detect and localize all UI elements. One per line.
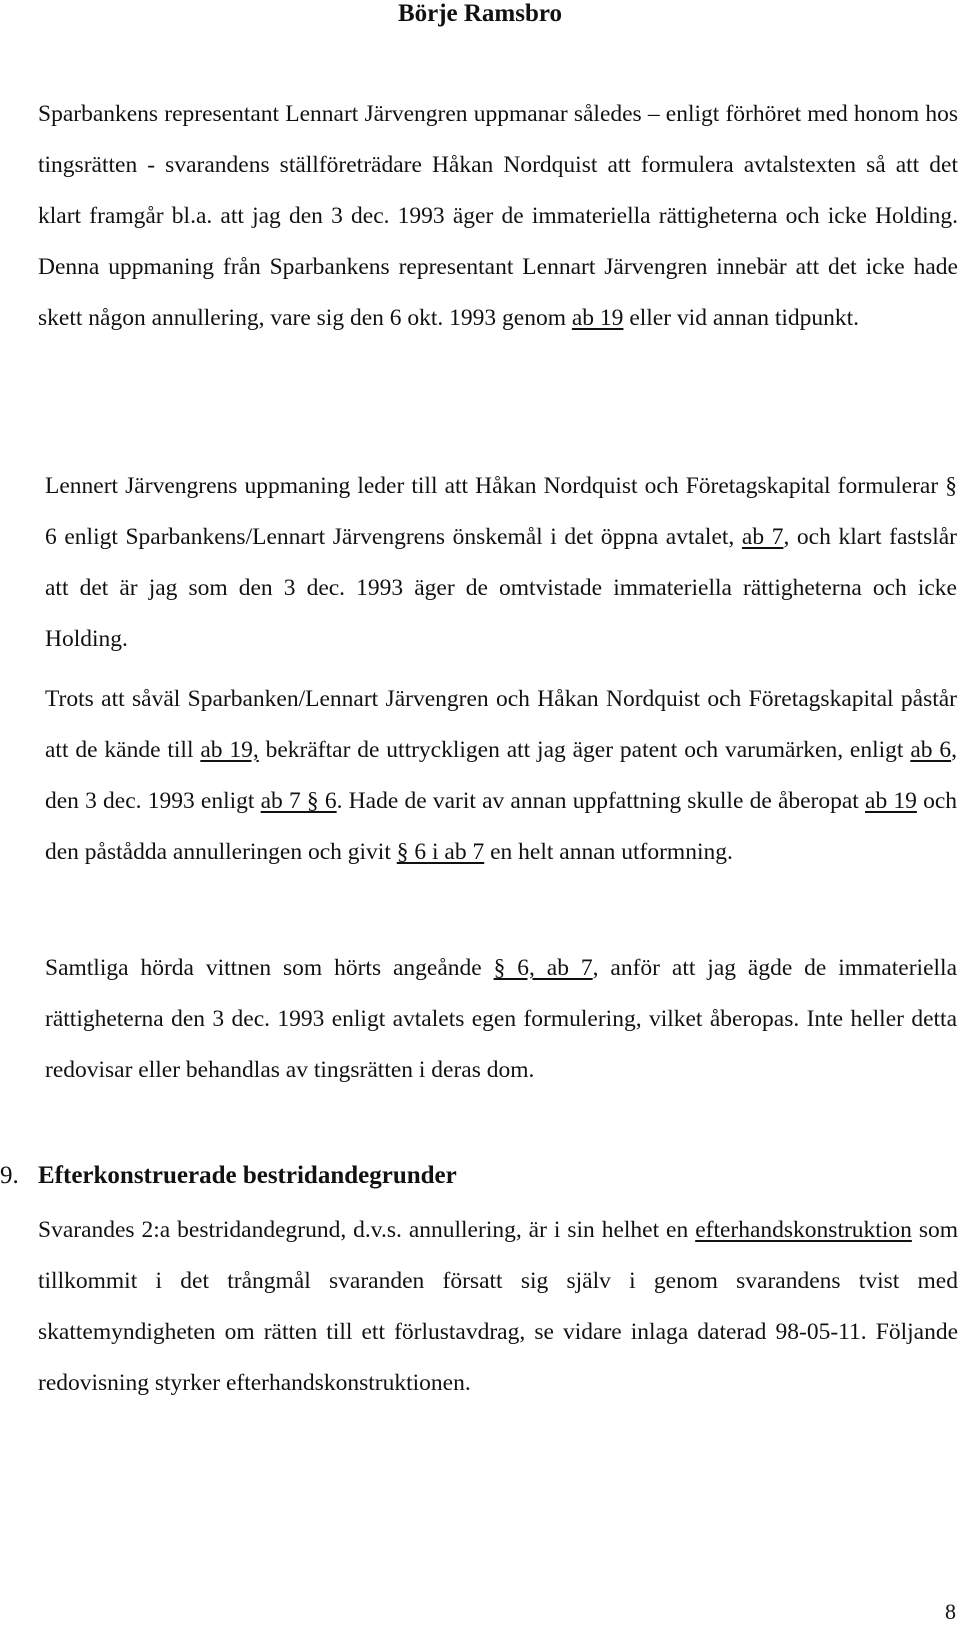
text-run: Sparbankens representant Lennart Järvengren uppmanar således – enligt förhöret med honom hos tingsrätten - svarandens ställföreträdare Håkan Nordquist att formulera avtalstexten så att det klart framgår bl.a. att jag den 3 dec. 1993 äger de immateriella rättigheterna och icke Holding. Denna uppmaning från Sparbankens representant Lennart Järvengren innebär att det icke hade skett någon annullering, vare sig den 6 okt. 1993 genom bbox=[38, 101, 958, 331]
paragraph-2 bbox=[45, 461, 957, 665]
paragraph-3 bbox=[45, 674, 957, 878]
text-run: som tillkommit i det trångmål svaranden försatt sig själv i genom svarandens tvist med skattemyndigheten om rätten till ett förlustavdrag, se vidare inlaga daterad 98-05-11. Följande redovisning styrker efterhandskonstruktionen. bbox=[38, 1217, 958, 1396]
text-run: Trots att såväl Sparbanken/Lennart Järvengren och Håkan Nordquist och Företagskapital påstår att de kände till bbox=[45, 686, 957, 763]
text-run: Svarandes 2:a bestridandegrund, d.v.s. annullering, är i sin helhet en bbox=[38, 1217, 696, 1243]
underlined-reference: ab 19, bbox=[200, 737, 259, 763]
underlined-reference: ab 7 bbox=[741, 524, 784, 550]
paragraph-1 bbox=[38, 89, 958, 344]
section-sign: § bbox=[945, 473, 957, 499]
underlined-reference: ab 6 bbox=[910, 737, 952, 763]
underlined-reference: § 6, ab 7 bbox=[493, 955, 593, 981]
page-title: Börje Ramsbro bbox=[397, 0, 563, 27]
paragraph-5 bbox=[38, 1205, 958, 1409]
underlined-reference: ab 19 bbox=[865, 788, 917, 814]
text-run: 6 enligt Sparbankens/Lennart Järvengrens önskemål i det öppna avtalet, bbox=[45, 524, 742, 550]
text-run: en helt annan utformning. bbox=[484, 839, 733, 865]
text-run: , den 3 dec. 1993 enligt bbox=[45, 737, 957, 814]
paragraph-4 bbox=[45, 943, 957, 1096]
section-heading bbox=[0, 1162, 457, 1190]
text-run: och den påstådda annulleringen och givit bbox=[45, 788, 958, 865]
section-number: 9. bbox=[0, 1162, 19, 1189]
text-run: bekräftar de uttryckligen att jag äger patent och varumärken, enligt bbox=[258, 737, 911, 763]
underlined-term: efterhandskonstruktion bbox=[695, 1217, 912, 1243]
text-run: Samtliga hörda vittnen som hörts angeånde bbox=[45, 955, 494, 981]
text-run: eller vid annan tidpunkt. bbox=[623, 305, 860, 331]
section-heading-text: Efterkonstruerade bestridandegrunder bbox=[38, 1162, 457, 1189]
text-run: Lennert Järvengrens uppmaning leder till att Håkan Nordquist och Företagskapital formulerar bbox=[45, 473, 946, 499]
underlined-reference: ab 19 bbox=[571, 305, 624, 331]
page-number: 8 bbox=[945, 1599, 956, 1624]
underlined-reference: § 6 i ab 7 bbox=[396, 839, 485, 865]
text-run: , anför att jag ägde de immateriella rättigheterna den 3 dec. 1993 enligt avtalets egen formulering, vilket åberopas. Inte heller detta redovisar eller behandlas av tingsrätten i deras dom. bbox=[45, 955, 957, 1083]
underlined-reference: ab 7 § 6 bbox=[260, 788, 337, 814]
text-run: . Hade de varit av annan uppfattning skulle de åberopat bbox=[336, 788, 866, 814]
text-run: , och klart fastslår att det är jag som den 3 dec. 1993 äger de omtvistade immateriella rättigheterna och icke Holding. bbox=[45, 524, 958, 652]
